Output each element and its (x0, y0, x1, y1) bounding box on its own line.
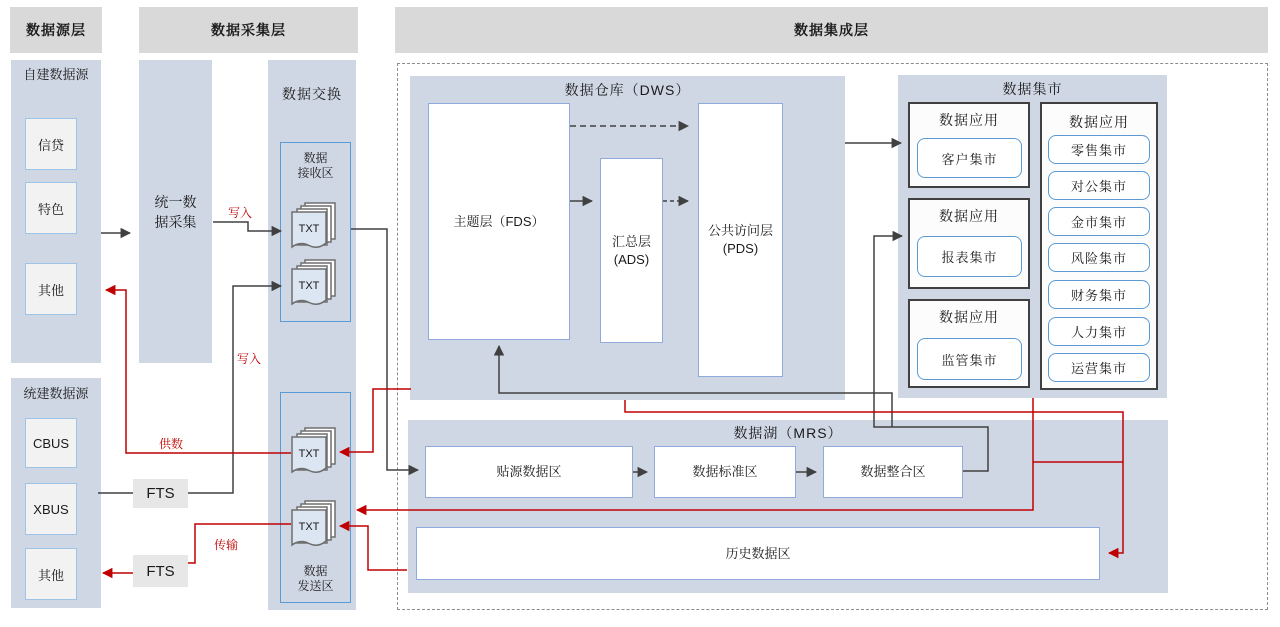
mart-regulatory: 监管集市 (917, 338, 1022, 380)
data-app-label: 数据应用 (939, 309, 999, 325)
mart-operations: 运营集市 (1048, 353, 1150, 382)
mart-report: 报表集市 (917, 236, 1022, 277)
data-app-label: 数据应用 (939, 208, 999, 224)
source-box-other-unified: 其他 (25, 548, 77, 600)
txt-files-icon-send-2 (289, 500, 341, 550)
send-zone-line1: 数据 (303, 564, 328, 578)
mart-corporate: 对公集市 (1048, 171, 1150, 200)
mart-finance: 财务集市 (1048, 280, 1150, 309)
mrs-source-zone: 贴源数据区 (425, 446, 633, 498)
send-zone-line2: 发送区 (297, 579, 334, 593)
pds-box (698, 103, 783, 377)
source-box-cbus: CBUS (25, 418, 77, 468)
mart-risk: 风险集市 (1048, 243, 1150, 272)
source-box-xbus: XBUS (25, 483, 77, 535)
txt-label: TXT (298, 521, 320, 533)
mart-retail: 零售集市 (1048, 135, 1150, 164)
header-source-layer: 数据源层 (10, 7, 102, 53)
mrs-title: 数据湖（MRS） (733, 425, 843, 441)
ads-box (600, 158, 663, 343)
edge-label-transfer: 传输 (214, 538, 239, 552)
header-integration-layer: 数据集成层 (395, 7, 1268, 53)
dws-title: 数据仓库（DWS） (564, 82, 691, 98)
fts-box-bottom: FTS (133, 555, 188, 587)
edge-label-supply: 供数 (159, 437, 184, 451)
data-mart-title: 数据集市 (1002, 81, 1063, 97)
mart-financial-market: 金市集市 (1048, 207, 1150, 236)
fds-box (428, 103, 570, 340)
txt-label: TXT (298, 223, 320, 235)
data-exchange-title: 数据交换 (282, 86, 342, 102)
source-box-credit: 信贷 (25, 118, 77, 170)
pds-line1: 公共访问层 (707, 223, 773, 238)
mart-hr: 人力集市 (1048, 317, 1150, 346)
header-collection-layer: 数据采集层 (139, 7, 358, 53)
ads-line2: (ADS) (613, 251, 650, 267)
data-app-label: 数据应用 (939, 112, 999, 128)
data-send-zone (280, 392, 351, 603)
self-built-sources-title: 自建数据源 (23, 67, 89, 82)
ads-line1: 汇总层 (611, 233, 651, 249)
edge-label-write-mid: 写入 (237, 352, 262, 366)
mrs-integration-zone: 数据整合区 (823, 446, 963, 498)
mrs-history-zone: 历史数据区 (416, 527, 1100, 580)
source-box-other-self: 其他 (25, 263, 77, 315)
unified-collection-line1: 统一数 (154, 193, 197, 210)
txt-label: TXT (298, 280, 320, 292)
fds-label: 主题层（FDS） (453, 213, 545, 229)
unified-data-collection (139, 60, 212, 363)
txt-files-icon-send-1 (289, 427, 341, 477)
txt-files-icon-receive-2 (289, 259, 341, 309)
receive-zone-line1: 数据 (303, 151, 328, 165)
txt-files-icon-receive-1 (289, 202, 341, 252)
fts-box-top: FTS (133, 479, 188, 508)
txt-label: TXT (298, 448, 320, 460)
data-app-label: 数据应用 (1069, 114, 1129, 130)
source-box-special: 特色 (25, 182, 77, 234)
unified-collection-line2: 据采集 (154, 213, 197, 230)
receive-zone-line2: 接收区 (297, 166, 334, 180)
edge-label-write-top: 写入 (228, 206, 253, 220)
unified-sources-title: 统建数据源 (23, 386, 89, 401)
mart-customer: 客户集市 (917, 138, 1022, 178)
pds-line2: (PDS) (722, 241, 759, 256)
mrs-standard-zone: 数据标准区 (654, 446, 796, 498)
